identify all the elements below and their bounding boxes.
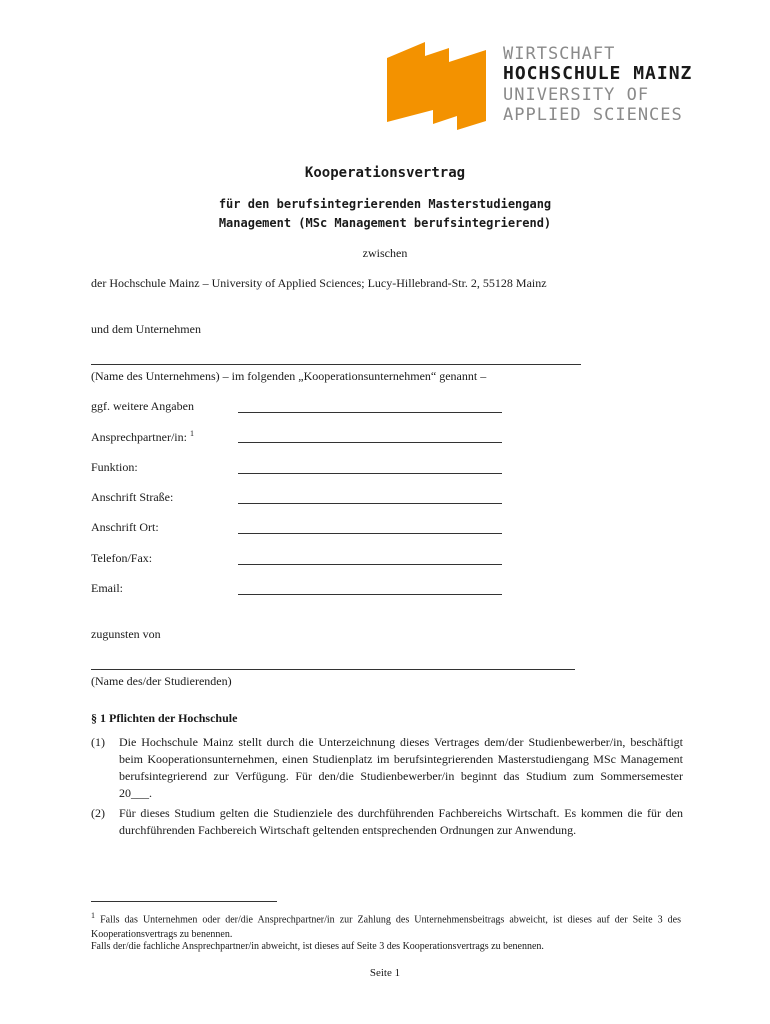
form-field-blank[interactable] [238, 489, 502, 504]
student-name-blank[interactable] [91, 657, 575, 670]
form-label-text: Email: [91, 581, 123, 595]
form-label [91, 399, 194, 414]
paragraph-2 [91, 805, 681, 857]
logo-line-university: UNIVERSITY OF [503, 85, 650, 105]
form-field-blank[interactable] [238, 428, 502, 443]
form-label [91, 551, 152, 566]
paragraph-text: Für dieses Studium gelten die Studienziele des durchführenden Fachbereichs Wirtschaft. Es kommen die für den durchführenden Fachbereich Wirtschaft geltenden entsprechenden Ordnungen zur Anwendung. [119, 806, 683, 837]
company-name-blank[interactable] [91, 352, 581, 365]
in-favor-of-text: zugunsten von [91, 627, 161, 641]
footnote-1 [91, 908, 681, 942]
form-label [91, 429, 194, 445]
company-caption: (Name des Unternehmens) – im folgenden „Kooperationsunternehmen“ genannt – [91, 369, 487, 383]
university-logo [387, 42, 487, 130]
form-field-blank[interactable] [238, 519, 502, 534]
footnote-text: Falls das Unternehmen oder der/die Ansprechpartner/in zur Zahlung des Unternehmensbeitrags abweicht, ist dieses auf der Seite 3 des Kooperationsvertrags zu benennen. [91, 914, 682, 941]
form-field-blank[interactable] [238, 459, 502, 474]
student-caption: (Name des/der Studierenden) [91, 674, 232, 688]
form-label [91, 460, 138, 475]
subtitle-line-2: Management (MSc Management berufsintegrierend) [218, 216, 552, 230]
form-label [91, 520, 159, 535]
form-field-blank[interactable] [238, 398, 502, 413]
paragraph-number: (1) [91, 735, 105, 749]
logo-line-applied: APPLIED SCIENCES [503, 105, 683, 125]
party-university: der Hochschule Mainz – University of Applied Sciences; Lucy-Hillebrand-Str. 2, 55128 Mainz [91, 276, 547, 290]
paragraph-text: Die Hochschule Mainz stellt durch die Unterzeichnung dieses Vertrages dem/der Studienbewerber/in, beschäftigt beim Kooperationsunternehmen, einen Studienplatz im berufsintegrierenden Masterstudiengang MSc Management berufsintegrierend zur Verfügung. Für den/die Studienbewerber/in beginnt das Studium zum Sommersemester 20___. [119, 735, 683, 800]
between-text: zwischen [362, 246, 408, 260]
footnote-rule [91, 901, 277, 902]
subtitle-line-1: für den berufsintegrierenden Masterstudiengang [218, 197, 552, 211]
form-field-blank[interactable] [238, 550, 502, 565]
footnote-marker: 1 [91, 911, 95, 920]
form-label-text: Telefon/Fax: [91, 551, 153, 565]
and-company-text: und dem Unternehmen [91, 322, 201, 336]
form-label-text: ggf. weitere Angaben [91, 399, 194, 413]
logo-line-wirtschaft: WIRTSCHAFT [503, 44, 616, 64]
form-label-text: Anschrift Straße: [91, 490, 174, 504]
document-title: Kooperationsvertrag [304, 165, 466, 181]
form-field-blank[interactable] [238, 580, 502, 595]
form-label-text: Anschrift Ort: [91, 520, 159, 534]
page-number: Seite 1 [369, 967, 401, 979]
form-label-text: Funktion: [91, 460, 138, 474]
footnote-2: Falls der/die fachliche Ansprechpartner/in abweicht, ist dieses auf Seite 3 des Kooperationsvertrags zu benennen. [91, 941, 544, 952]
form-label [91, 581, 123, 596]
paragraph-1 [91, 734, 681, 804]
logo-line-hochschule: HOCHSCHULE MAINZ [503, 63, 693, 84]
footnote-ref: 1 [189, 429, 194, 438]
form-label [91, 490, 173, 505]
form-label-text: Ansprechpartner/in: [91, 430, 187, 444]
paragraph-number: (2) [91, 806, 105, 820]
section-1-heading: § 1 Pflichten der Hochschule [91, 711, 238, 725]
